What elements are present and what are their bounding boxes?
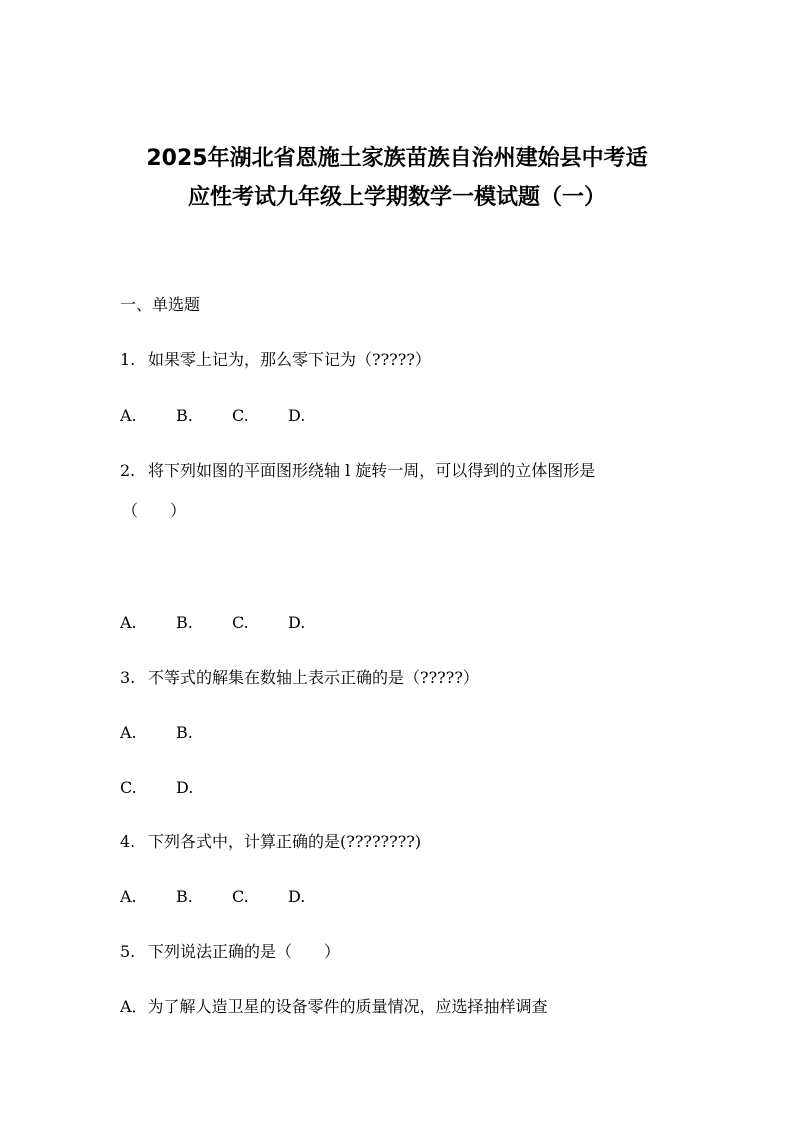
question-number: 1. <box>120 350 136 369</box>
question-number: 2. <box>120 461 136 480</box>
option-d: D. <box>288 613 306 632</box>
option-c: C. <box>232 613 249 632</box>
question-text: 下列各式中，计算正确的是(????????) <box>148 832 422 851</box>
option-a: A. <box>120 406 137 425</box>
question-text: 下列说法正确的是（ ） <box>148 942 341 961</box>
question-2-continuation: （ ） <box>122 501 187 520</box>
question-text: 如果零上记为，那么零下记为（?????） <box>148 350 431 369</box>
question-4 <box>120 830 421 854</box>
option-a: A. <box>120 613 137 632</box>
question-3-options-row-2 <box>120 776 232 800</box>
question-number: 4. <box>120 832 136 851</box>
option-a: A. <box>120 723 137 742</box>
question-4-options <box>120 885 344 909</box>
question-1 <box>120 348 431 372</box>
option-d: D. <box>176 778 194 797</box>
option-d: D. <box>288 887 306 906</box>
question-5-option-a: A．为了解人造卫星的设备零件的质量情况，应选择抽样调查 <box>120 997 548 1016</box>
option-b: B. <box>176 613 193 632</box>
document-title-line-1: 2025年湖北省恩施土家族苗族自治州建始县中考适 <box>146 146 648 171</box>
option-b: B. <box>176 406 193 425</box>
question-3 <box>120 666 479 690</box>
question-text: 不等式的解集在数轴上表示正确的是（?????） <box>148 668 479 687</box>
document-title-line-2: 应性考试九年级上学期数学一模试题（一） <box>187 185 606 210</box>
question-2-options <box>120 611 344 635</box>
option-c: C. <box>232 406 249 425</box>
option-d: D. <box>288 406 306 425</box>
option-c: C. <box>120 778 137 797</box>
section-heading: 一、单选题 <box>120 295 201 314</box>
option-c: C. <box>232 887 249 906</box>
question-number: 3. <box>120 668 136 687</box>
question-text: 将下列如图的平面图形绕轴 l 旋转一周，可以得到的立体图形是 <box>148 461 596 480</box>
question-3-options-row-1 <box>120 721 232 745</box>
question-2 <box>120 459 595 483</box>
question-5 <box>120 940 340 964</box>
question-number: 5. <box>120 942 136 961</box>
question-1-options <box>120 404 344 428</box>
option-b: B. <box>176 723 193 742</box>
option-b: B. <box>176 887 193 906</box>
option-a: A. <box>120 887 137 906</box>
